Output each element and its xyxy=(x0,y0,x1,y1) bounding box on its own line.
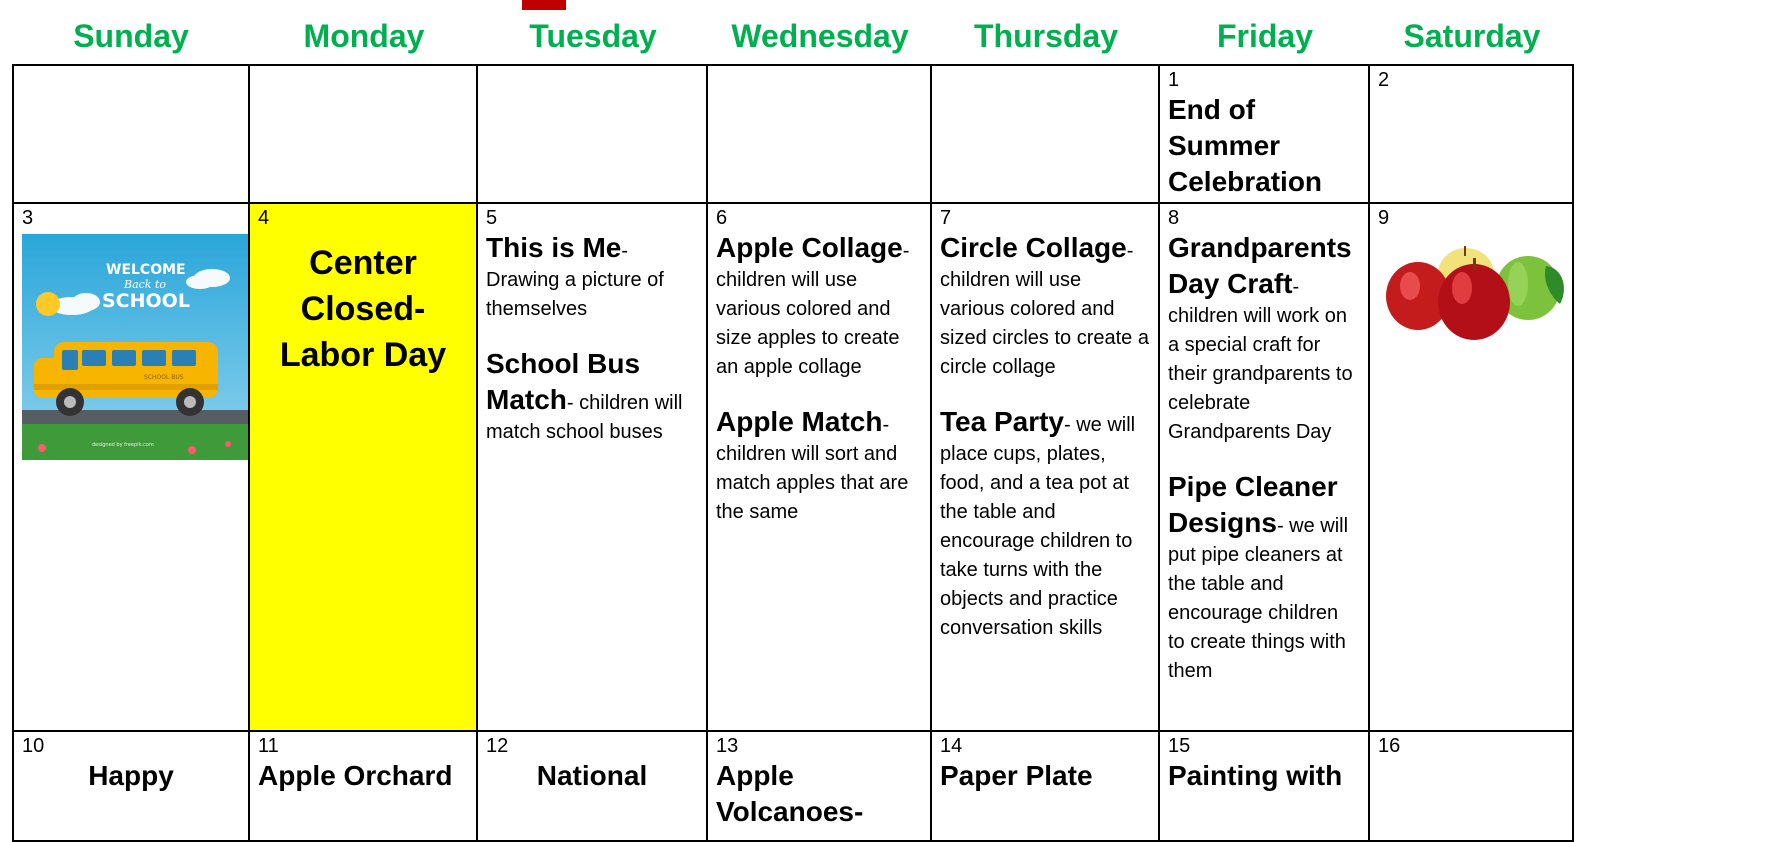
day-number: 12 xyxy=(486,735,509,757)
day-number: 4 xyxy=(258,207,270,229)
activity xyxy=(716,404,922,527)
activity-description: - children will use various colored and size apples to create an apple collage xyxy=(716,240,910,378)
day-cell xyxy=(14,204,250,732)
activity xyxy=(1168,758,1360,794)
day-number: 16 xyxy=(1378,735,1401,757)
image-school-text: SCHOOL xyxy=(102,290,190,312)
day-cell xyxy=(932,732,1160,842)
day-cell xyxy=(14,732,250,842)
day-number: 2 xyxy=(1378,69,1390,91)
activity xyxy=(486,758,698,794)
day-number: 11 xyxy=(258,735,279,757)
apples-image xyxy=(1378,232,1568,346)
activity xyxy=(258,758,468,794)
activity-title: End of Summer Celebration xyxy=(1168,94,1323,197)
activity xyxy=(940,404,1150,643)
weekday-header-row xyxy=(12,12,1574,64)
image-back-to-text: Back to xyxy=(124,278,167,291)
day-cell xyxy=(1160,732,1370,842)
activity-title: National xyxy=(536,760,648,791)
activity xyxy=(486,346,698,447)
day-cell xyxy=(478,732,708,842)
day-cell xyxy=(708,204,932,732)
weekday-thursday: Thursday xyxy=(973,18,1119,54)
day-number: 8 xyxy=(1168,207,1180,229)
activity-title: Apple Match xyxy=(716,406,883,437)
day-cell xyxy=(932,66,1160,204)
day-cell xyxy=(250,732,478,842)
day-number: 9 xyxy=(1378,207,1390,229)
activity xyxy=(716,758,922,830)
activity-title: Paper Plate xyxy=(940,760,1093,791)
day-cell xyxy=(1160,66,1370,204)
activity-title: Circle Collage xyxy=(940,232,1127,263)
activity-description: - Drawing a picture of themselves xyxy=(486,240,664,320)
activity-description: - we will put pipe cleaners at the table and encourage children to create things with them xyxy=(1168,515,1349,682)
activity xyxy=(716,230,922,382)
activity-description: - children will match school buses xyxy=(486,392,683,443)
day-cell xyxy=(1370,66,1574,204)
red-tab-marker xyxy=(522,0,566,10)
day-number: 14 xyxy=(940,735,963,757)
image-welcome-text: WELCOME xyxy=(106,262,186,278)
day-cell xyxy=(478,66,708,204)
day-cell xyxy=(708,732,932,842)
weekday-monday: Monday xyxy=(303,18,425,54)
weekday-saturday: Saturday xyxy=(1403,18,1541,54)
day-number: 3 xyxy=(22,207,34,229)
activity xyxy=(22,758,240,794)
activity xyxy=(1168,469,1360,686)
holiday-label: Center Closed- Labor Day xyxy=(279,244,447,374)
image-credit: designed by freepik.com xyxy=(92,442,154,448)
activity-title: Pipe Cleaner Designs xyxy=(1168,471,1338,538)
activity-title: Painting with xyxy=(1168,760,1343,791)
day-number: 7 xyxy=(940,207,952,229)
day-number: 13 xyxy=(716,735,739,757)
day-cell xyxy=(250,66,478,204)
calendar xyxy=(12,12,1574,842)
weekday-friday: Friday xyxy=(1216,18,1314,54)
activity-description: - we will place cups, plates, food, and a tea pot at the table and encourage children to take turns with the objects and practice conversation skills xyxy=(940,414,1136,639)
day-cell xyxy=(478,204,708,732)
day-number: 6 xyxy=(716,207,728,229)
calendar-grid xyxy=(12,64,1574,842)
day-cell xyxy=(1160,204,1370,732)
activity-title: Grandparents Day Craft xyxy=(1168,232,1352,299)
day-cell xyxy=(1370,204,1574,732)
day-number: 10 xyxy=(22,735,45,757)
activity-description: - children will sort and match apples that are the same xyxy=(716,414,909,523)
day-number: 1 xyxy=(1168,69,1180,91)
activity xyxy=(486,230,698,324)
day-cell-holiday xyxy=(250,204,478,732)
back-to-school-image xyxy=(22,234,248,460)
activity-title: School Bus Match xyxy=(486,348,641,415)
activity xyxy=(940,230,1150,382)
day-number: 15 xyxy=(1168,735,1191,757)
activity-title: Apple Volcanoes- xyxy=(716,760,864,827)
activity xyxy=(1168,230,1360,447)
day-cell xyxy=(14,66,250,204)
activity-title: This is Me xyxy=(486,232,622,263)
activity-description: - children will use various colored and sized circles to create a circle collage xyxy=(940,240,1149,378)
day-cell xyxy=(1370,732,1574,842)
weekday-tuesday: Tuesday xyxy=(529,18,657,54)
activity-title: Apple Orchard xyxy=(258,760,453,791)
activity xyxy=(940,758,1150,794)
weekday-sunday: Sunday xyxy=(73,18,189,54)
weekday-wednesday: Wednesday xyxy=(731,18,909,54)
day-cell xyxy=(708,66,932,204)
day-number: 5 xyxy=(486,207,498,229)
activity-description: - children will work on a special craft for their grandparents to celebrate Grandparents Day xyxy=(1168,276,1353,443)
activity xyxy=(1168,92,1360,200)
activity-title: Apple Collage xyxy=(716,232,903,263)
activity-title: Happy xyxy=(88,760,174,791)
activity-title: Tea Party xyxy=(940,406,1064,437)
day-cell xyxy=(932,204,1160,732)
image-bus-label: SCHOOL BUS xyxy=(144,374,184,381)
